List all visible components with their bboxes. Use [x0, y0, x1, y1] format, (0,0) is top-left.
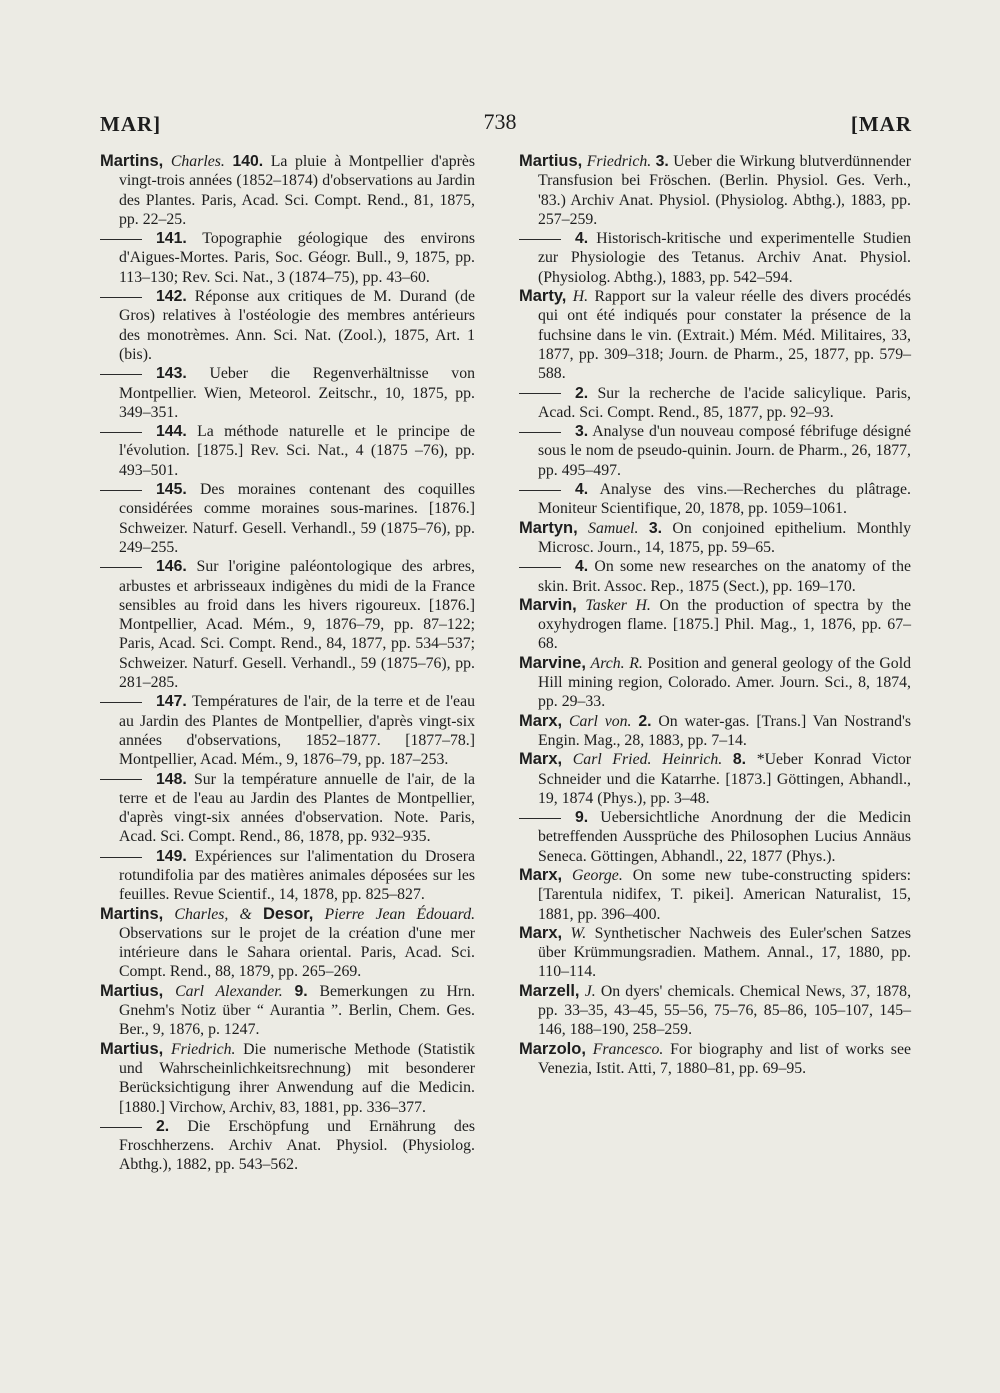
entry-author: Marzolo,	[519, 1039, 586, 1058]
ditto-dash	[519, 567, 561, 568]
entry-text: Des moraines contenant des coquilles considérées comme moraines sous-marines. [1876.] Schweizer. Naturf. Gesell. Verhandl., 59 (1875–76), pp. 249–255.	[119, 481, 476, 556]
entry-text: La méthode naturelle et le principe de l'évolution. [1875.] Rev. Sci. Nat., 4 (1875 –76), pp. 493–501.	[119, 423, 475, 479]
entry-number: 4.	[575, 558, 589, 576]
entry-number: 148.	[156, 770, 187, 788]
ditto-dash	[519, 239, 561, 240]
entry-number: 2.	[575, 384, 589, 402]
bibliography-entry	[519, 519, 911, 558]
entry-author: Marx,	[519, 923, 563, 942]
ditto-dash	[100, 702, 142, 703]
bibliography-entry	[519, 557, 911, 596]
entry-number: 143.	[156, 365, 187, 383]
bibliography-entry	[100, 1040, 475, 1117]
entry-number: 8.	[732, 751, 747, 769]
entry-text: Analyse des vins.—Recherches du plâtrage. Moniteur Scientifique, 20, 1878, pp. 1059–1061.	[538, 481, 911, 518]
entry-given-name: Francesco.	[592, 1040, 664, 1058]
ditto-dash	[100, 567, 142, 568]
entry-number: 145.	[156, 481, 187, 499]
bibliography-entry	[519, 866, 911, 924]
entry-given-name: Charles, &	[174, 905, 252, 923]
entry-given-name: Friedrich.	[586, 153, 652, 170]
bibliography-entry	[519, 982, 911, 1040]
ditto-dash	[519, 490, 561, 491]
bibliography-entry	[519, 750, 911, 808]
bibliography-entry	[519, 229, 911, 287]
entry-given-name: Friedrich.	[170, 1040, 236, 1058]
ditto-dash	[100, 297, 142, 298]
bibliography-entry	[519, 808, 911, 866]
entry-text: Expériences sur l'alimentation du Drosera rotundifolia par des matières animales déposées sur les feuilles. Revue Scientif., 14, 1878, pp. 825–827.	[119, 847, 475, 904]
bibliography-entry	[100, 982, 475, 1040]
entry-given-name: Tasker H.	[585, 596, 651, 614]
entry-number: 2.	[638, 712, 652, 730]
entry-text: Sur l'origine paléontologique des arbres, arbustes et arbrisseaux indigènes du midi de la France sensibles au froid dans les hivers rigoureux. [1876.] Montpellier, Acad. Mém., 9, 1876–79, pp. 87–122; Paris, Acad. Sci. Compt. Rend., 84, 1877, pp. 534–537; Schweizer. Naturf. Gesell. Verhandl., 59 (1875–76), pp. 281–285.	[119, 558, 475, 692]
entry-author: Martyn,	[519, 518, 578, 537]
entry-text: Sur la recherche de l'acide salicylique. Paris, Acad. Sci. Compt. Rend., 85, 1877, pp. 92–93.	[538, 384, 911, 421]
right-column	[519, 152, 911, 1078]
entry-author: Martins,	[100, 152, 164, 170]
entry-given-name: J.	[584, 982, 596, 1000]
running-head-right: [MAR	[850, 112, 912, 136]
entry-author: Desor,	[262, 904, 314, 923]
bibliography-entry	[519, 596, 911, 654]
bibliography-entry	[100, 905, 475, 982]
entry-author: Marvine,	[519, 653, 586, 672]
entry-number: 3.	[575, 423, 589, 441]
entry-author: Marx,	[519, 711, 563, 730]
entry-author: Martius,	[100, 1039, 164, 1058]
entry-text: Bemerkungen zu Hrn. Gnehm's Notiz über “ Aurantia ”. Berlin, Chem. Ges. Ber., 9, 1876, p. 1247.	[119, 982, 476, 1039]
entry-number: 141.	[156, 230, 187, 248]
entry-text: Ueber die Regenverhältnisse von Montpellier. Wien, Meteorol. Zeitschr., 10, 1875, pp. 349–351.	[119, 365, 475, 421]
entry-number: 9.	[575, 809, 589, 827]
running-head-left: MAR]	[100, 112, 162, 136]
ditto-dash	[100, 374, 142, 375]
entry-text: Die numerische Methode (Statistik und Wahrscheinlichkeitsrechnung) mit besonderer Berücksichtigung ihrer Anwendung auf die Medicin. [1880.] Virchow, Archiv, 83, 1881, pp. 336–377.	[119, 1040, 476, 1116]
entry-text: Sur la température annuelle de l'air, de la terre et de l'eau au Jardin des Plantes de Montpellier, d'après vingt-six années d'observation. Note. Paris, Acad. Sci. Compt. Rend., 86, 1878, pp. 932–935.	[119, 770, 476, 846]
entry-text: Topographie géologique des environs d'Aigues-Mortes. Paris, Soc. Géogr. Bull., 9, 1875, pp. 113–130; Rev. Sci. Nat., 3 (1874–75), pp. 43–60.	[119, 230, 475, 286]
ditto-dash	[100, 239, 142, 240]
entry-number: 142.	[156, 288, 187, 306]
bibliography-entry	[100, 287, 475, 364]
entry-author: Martius,	[100, 981, 164, 1000]
bibliography-entry	[100, 422, 475, 480]
entry-text: On some new tube-constructing spiders: [Tarentula nidifex, T. pikei]. American Naturalist, 15, 1881, pp. 396–400.	[538, 866, 912, 923]
bibliography-entry	[100, 152, 475, 229]
entry-author: Marty,	[519, 287, 567, 306]
entry-text: Die Erschöpfung und Ernährung des Froschherzens. Archiv Anat. Physiol. (Physiolog. Abthg.), 1882, pp. 543–562.	[119, 1117, 475, 1174]
entry-number: 9.	[294, 982, 308, 1000]
entry-author: Marzell,	[519, 981, 580, 1000]
ditto-dash	[519, 432, 561, 433]
entry-given-name: H.	[572, 288, 589, 306]
entry-number: 146.	[156, 558, 187, 576]
entry-text: On some new researches on the anatomy of the skin. Brit. Assoc. Rep., 1875 (Sect.), pp. 169–170.	[538, 558, 911, 595]
entry-author: Marx,	[519, 750, 563, 769]
entry-number: 3.	[655, 153, 669, 170]
entry-text: For biography and list of works see Venezia, Istit. Atti, 7, 1880–81, pp. 69–95.	[538, 1040, 911, 1077]
entry-text: La pluie à Montpellier d'après vingt-trois années (1852–1874) d'observations au Jardin des Plantes. Paris, Acad. Sci. Compt. Rend., 81, 1875, pp. 22–25.	[119, 153, 476, 228]
page-number: 738	[483, 109, 517, 134]
bibliography-entry	[519, 924, 911, 982]
entry-text: Ueber die Wirkung blutverdünnender Transfusion bei Fröschen. (Berlin. Physiol. Ges. Verh., '83.) Archiv Anat. Physiol. (Physiolog. Abthg.), 1883, pp. 257–259.	[538, 153, 912, 228]
entry-text: On conjoined epithelium. Monthly Microsc. Journ., 14, 1875, pp. 59–65.	[538, 519, 911, 556]
bibliography-entry	[519, 287, 911, 383]
entry-text: Historisch-kritische und experimentelle Studien zur Physiologie des Tetanus. Archiv Anat. Physiol. (Physiolog. Abthg.), 1883, pp. 542–594.	[538, 230, 912, 286]
bibliography-entry	[519, 152, 911, 229]
entry-number: 4.	[575, 230, 589, 248]
entry-text: On dyers' chemicals. Chemical News, 37, 1878, pp. 33–35, 43–45, 55–56, 75–76, 85–86, 105–107, 145–146, 188–190, 258–259.	[538, 982, 912, 1039]
bibliography-entry	[100, 557, 475, 692]
entry-given-name: W.	[570, 924, 587, 942]
entry-author: Marvin,	[519, 595, 577, 614]
bibliography-entry	[519, 384, 911, 423]
entry-given-name: Samuel.	[588, 519, 639, 537]
ditto-dash	[100, 779, 142, 780]
bibliography-entry	[100, 480, 475, 557]
entry-text: Position and general geology of the Gold Hill mining region, Colorado. Amer. Journ. Sci., 8, 1874, pp. 29–33.	[538, 654, 911, 711]
entry-given-name: George.	[572, 866, 623, 884]
entry-text: *Ueber Konrad Victor Schneider und die Katarrhe. [1873.] Göttingen, Abhandl., 19, 1874 (Phys.), pp. 3–48.	[538, 751, 911, 807]
entry-number: 147.	[156, 693, 187, 711]
bibliography-entry	[100, 770, 475, 847]
entry-given-name: Carl Alexander.	[175, 982, 283, 1000]
bibliography-entry	[519, 654, 911, 712]
ditto-dash	[100, 1127, 142, 1128]
bibliography-entry	[100, 1117, 475, 1175]
entry-number: 2.	[156, 1117, 170, 1135]
entry-number: 149.	[156, 847, 187, 865]
entry-text: Observations sur le projet de la création d'une mer intérieure dans le Sahara oriental. Paris, Acad. Sci. Compt. Rend., 88, 1879, pp. 265–269.	[119, 924, 475, 981]
entry-author: Martius,	[519, 152, 583, 170]
bibliography-entry	[100, 364, 475, 422]
entry-text: Réponse aux critiques de M. Durand (de Gros) relatives à l'ostéologie des membres antérieurs des monotrèmes. Ann. Sci. Nat. (Zool.), 1875, Art. 1 (bis).	[119, 288, 475, 363]
entry-given-name: Charles.	[170, 153, 225, 170]
bibliography-entry	[100, 692, 475, 769]
entry-given-name: Carl von.	[568, 712, 632, 730]
entry-text: Uebersichtliche Anordnung der die Medicin betreffenden Aussprüche des Philosophen Lucius Annäus Seneca. Göttingen, Abhandl., 22, 1877 (Phys.).	[538, 809, 912, 865]
entry-text: Températures de l'air, de la terre et de l'eau au Jardin des Plantes de Montpellier, d'après vingt-six années d'observations, 1852–1877. [1877–78.] Montpellier, Acad. Mém., 9, 1876–79, pp. 187–253.	[119, 693, 475, 769]
entry-given-name: Arch. R.	[590, 654, 643, 672]
bibliography-entry	[519, 712, 911, 751]
bibliography-entry	[519, 1040, 911, 1079]
bibliography-entry	[519, 480, 911, 519]
entry-text: Synthetischer Nachweis des Euler'schen Satzes über Krümmungsradien. Mathem. Annal., 17, 1880, pp. 110–114.	[538, 924, 911, 981]
left-column	[100, 152, 475, 1175]
entry-text: Analyse d'un nouveau composé fébrifuge désigné sous le nom de pseudo-quinin. Journ. de Pharm., 26, 1877, pp. 495–497.	[538, 423, 911, 479]
entry-given-name: Pierre Jean Édouard.	[324, 905, 476, 923]
entry-author: Martins,	[100, 904, 164, 923]
entry-text: On water-gas. [Trans.] Van Nostrand's Engin. Mag., 28, 1883, pp. 7–14.	[538, 712, 912, 749]
ditto-dash	[100, 857, 142, 858]
bibliography-entry	[519, 422, 911, 480]
entry-number: 3.	[648, 519, 663, 537]
entry-text: On the production of spectra by the oxyhydrogen flame. [1875.] Phil. Mag., 1, 1876, pp. 67–68.	[538, 596, 912, 653]
entry-number: 4.	[575, 481, 589, 499]
entry-number: 140.	[232, 153, 264, 170]
ditto-dash	[519, 393, 561, 394]
bibliography-entry	[100, 847, 475, 905]
entry-number: 144.	[156, 423, 187, 441]
ditto-dash	[100, 490, 142, 491]
entry-text: Rapport sur la valeur réelle des divers procédés qui ont été indiqués pour constater la présence de la fuchsine dans le vin. (Extrait.) Mém. Méd. Militaires, 33, 1877, pp. 309–318; Journ. de Pharm., 25, 1877, pp. 579–588.	[538, 288, 911, 383]
bibliography-entry	[100, 229, 475, 287]
ditto-dash	[519, 818, 561, 819]
entry-author: Marx,	[519, 865, 563, 884]
ditto-dash	[100, 432, 142, 433]
entry-given-name: Carl Fried. Heinrich.	[572, 751, 723, 769]
